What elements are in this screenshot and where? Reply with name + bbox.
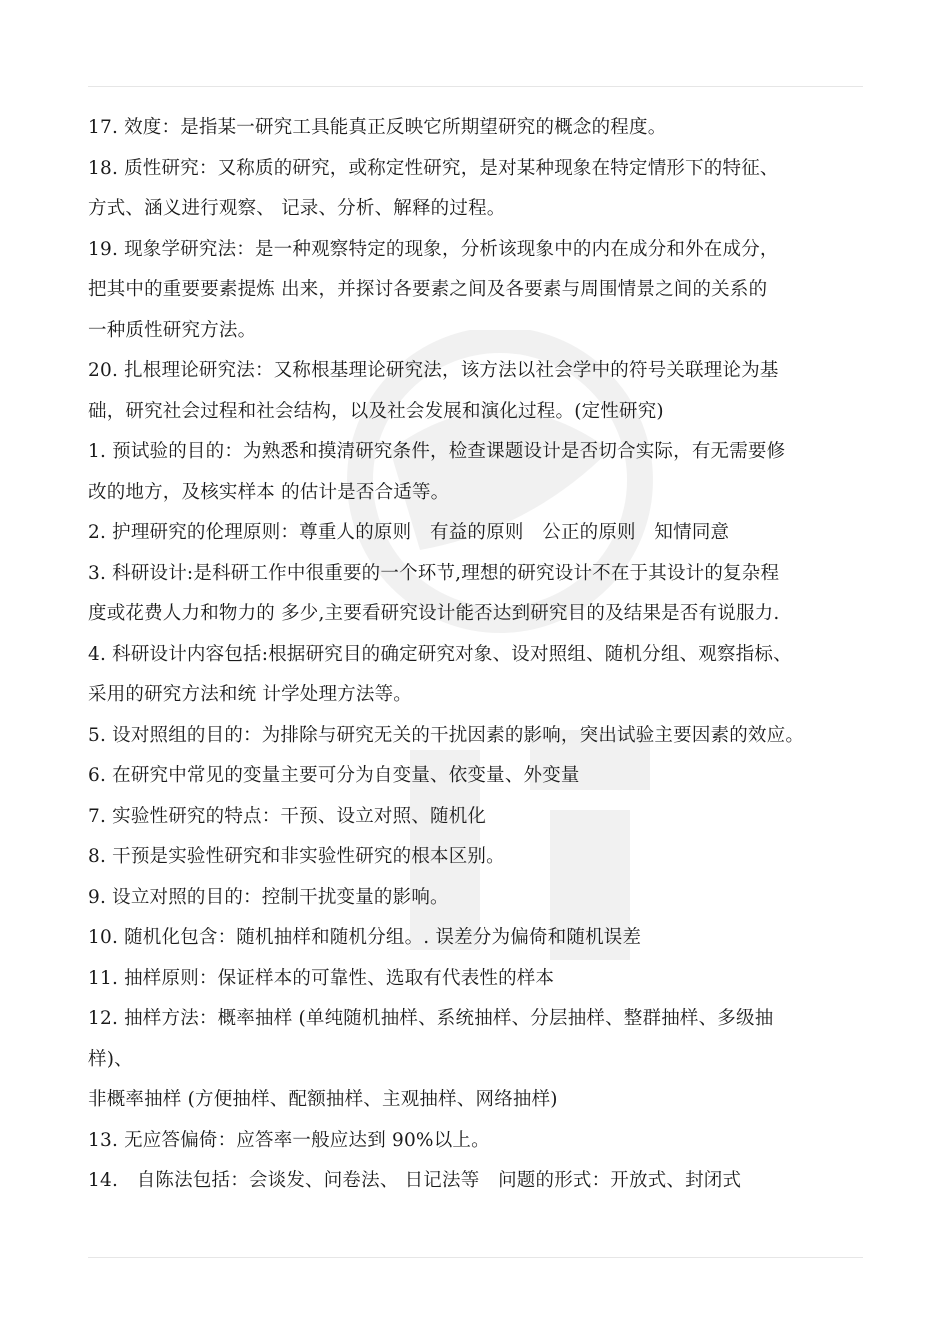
text-line: 度或花费人力和物力的 多少,主要看研究设计能否达到研究目的及结果是否有说服力.	[88, 603, 780, 624]
text-line: 11. 抽样原则：保证样本的可靠性、选取有代表性的样本	[88, 967, 555, 989]
text-line: 19. 现象学研究法：是一种观察特定的现象，分析该现象中的内在成分和外在成分，	[88, 238, 779, 260]
bottom-divider	[88, 1257, 863, 1258]
text-line: 3. 科研设计:是科研工作中很重要的一个环节,理想的研究设计不在于其设计的复杂程	[88, 562, 780, 584]
document-body	[88, 108, 878, 1202]
text-line: 1. 预试验的目的：为熟悉和摸清研究条件，检查课题设计是否切合实际，有无需要修	[88, 441, 786, 462]
text-line: 8. 干预是实验性研究和非实验性研究的根本区别。	[88, 846, 505, 867]
text-line: 9. 设立对照的目的：控制干扰变量的影响。	[88, 886, 449, 908]
text-line: 把其中的重要要素提炼 出来，并探讨各要素之间及各要素与周围情景之间的关系的	[88, 279, 768, 300]
top-divider	[88, 86, 863, 87]
text-line: 采用的研究方法和统 计学处理方法等。	[88, 684, 412, 705]
text-line: 一种质性研究方法。	[88, 319, 257, 341]
text-line: 6. 在研究中常见的变量主要可分为自变量、依变量、外变量	[88, 765, 580, 786]
text-line: 12. 抽样方法：概率抽样 (单纯随机抽样、系统抽样、分层抽样、整群抽样、多级抽	[88, 1008, 774, 1029]
text-line: 样)、	[88, 1048, 133, 1070]
text-line: 非概率抽样 (方便抽样、配额抽样、主观抽样、网络抽样)	[88, 1089, 558, 1110]
text-line: 17. 效度：是指某一研究工具能真正反映它所期望研究的概念的程度。	[88, 117, 667, 138]
text-line: 13. 无应答偏倚：应答率一般应达到 90%以上。	[88, 1129, 490, 1151]
text-line: 2. 护理研究的伦理原则：尊重人的原则 有益的原则 公正的原则 知情同意	[88, 522, 730, 543]
text-line: 础，研究社会过程和社会结构，以及社会发展和演化过程。(定性研究)	[88, 400, 664, 422]
text-line: 10. 随机化包含：随机抽样和随机分组。. 误差分为偏倚和随机误差	[88, 927, 642, 948]
text-line: 18. 质性研究：又称质的研究，或称定性研究，是对某种现象在特定情形下的特征、	[88, 157, 779, 179]
text-line: 4. 科研设计内容包括:根据研究目的确定研究对象、设对照组、随机分组、观察指标、	[88, 643, 792, 665]
text-line: 改的地方，及核实样本 的估计是否合适等。	[88, 481, 450, 503]
text-line: 20. 扎根理论研究法：又称根基理论研究法，该方法以社会学中的符号关联理论为基	[88, 360, 779, 381]
text-line: 5. 设对照组的目的：为排除与研究无关的干扰因素的影响，突出试验主要因素的效应。	[88, 724, 805, 746]
text-line: 方式、涵义进行观察、 记录、分析、解释的过程。	[88, 198, 506, 219]
text-line: 14. 自陈法包括：会谈发、问卷法、 日记法等 问题的形式：开放式、封闭式	[88, 1170, 742, 1191]
text-line: 7. 实验性研究的特点：干预、设立对照、随机化	[88, 805, 487, 827]
